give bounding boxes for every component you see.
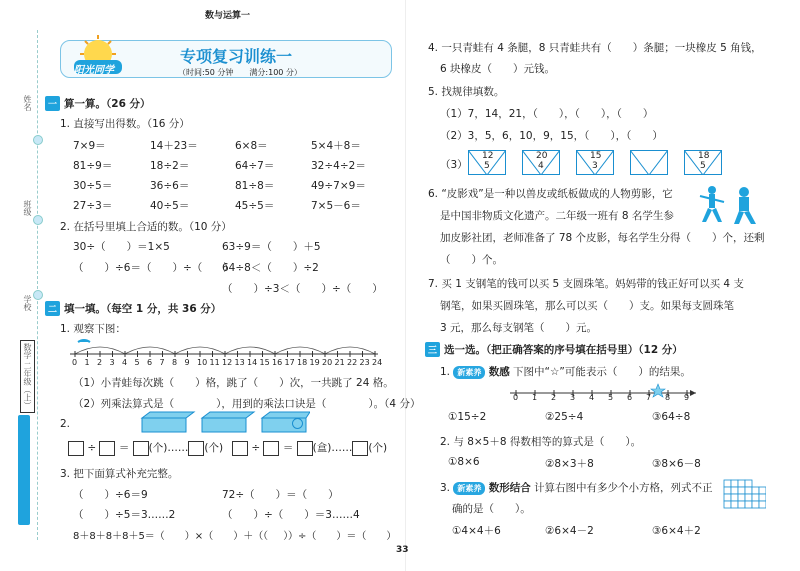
section-three-heading bbox=[425, 342, 683, 357]
tick-label: 2 bbox=[97, 358, 103, 367]
tick-label: 3 bbox=[570, 393, 576, 402]
sidebar-class-label: 班级 bbox=[23, 200, 32, 216]
question-title: 2. 在括号里填上合适的数。（10 分） bbox=[60, 221, 232, 233]
r-q7-line3: 3 元，那么每支钢笔（ ）元。 bbox=[440, 322, 598, 334]
r-q4-line1: 4. 一只青蛙有 4 条腿，8 只青蛙共有（ ）条腿；一块橡皮 5 角钱， bbox=[428, 42, 762, 54]
tick-label: 5 bbox=[608, 393, 614, 402]
tick-label: 6 bbox=[627, 393, 633, 402]
q3-line1: （1）小青蛙每次跳（ ）格，跳了（ ）次，一共跳了 24 格。 bbox=[73, 377, 394, 389]
answer-box[interactable] bbox=[68, 441, 84, 456]
answer-box[interactable] bbox=[232, 441, 248, 456]
unit-label: (个) bbox=[148, 442, 168, 454]
new-literacy-tag: 新素养 bbox=[453, 482, 485, 495]
answer-box[interactable] bbox=[188, 441, 204, 456]
question-title: 5. 找规律填数。 bbox=[428, 86, 505, 98]
answer-box[interactable] bbox=[297, 441, 313, 456]
tick-label: 14 bbox=[247, 358, 258, 367]
tick-label: 20 bbox=[322, 358, 333, 367]
grid-cell bbox=[745, 501, 752, 508]
pattern-box bbox=[522, 150, 560, 179]
choice-option[interactable]: ①15÷2 bbox=[448, 411, 487, 423]
fill-item: 64÷8＜（ ）÷2 bbox=[222, 262, 319, 274]
tick-label: 22 bbox=[347, 358, 358, 367]
choice-option[interactable]: ①4×4＋6 bbox=[452, 525, 501, 537]
calc-item: 14＋23＝ bbox=[150, 140, 198, 152]
pattern-line-2: （2）3，5，6，10，9，15，（ ），（ ） bbox=[440, 130, 663, 142]
fill-item: （ ）÷（ ）＝（ ） bbox=[258, 531, 397, 542]
calc-item: 27÷3＝ bbox=[73, 200, 113, 212]
tick-label: 4 bbox=[122, 358, 128, 367]
choice-option[interactable]: ③8×6－8 bbox=[652, 458, 701, 470]
answer-box[interactable] bbox=[352, 441, 368, 456]
tick-label: 2 bbox=[551, 393, 557, 402]
choice-question-2: 2. 与 8×5＋8 得数相等的算式是（ ）。 bbox=[440, 436, 642, 448]
box-top-number: 18 bbox=[698, 151, 710, 161]
grid-cell bbox=[738, 501, 745, 508]
fill-item: （ ）÷6＝9 bbox=[73, 489, 148, 501]
question-title: 3. 把下面算式补充完整。 bbox=[60, 468, 179, 480]
r-q6-line1: 6. “皮影戏”是一种以兽皮或纸板做成的人物剪影，它 bbox=[428, 188, 673, 200]
calc-item: 40÷5＝ bbox=[150, 200, 190, 212]
tick-label: 0 bbox=[513, 393, 519, 402]
new-literacy-tag: 新素养 bbox=[453, 366, 485, 379]
grid-cell bbox=[752, 494, 759, 501]
tick-label: 9 bbox=[684, 393, 690, 402]
page-subtitle: （时间:50 分钟 满分:100 分） bbox=[178, 68, 302, 77]
question-number: 2. bbox=[60, 418, 71, 430]
tick-label: 4 bbox=[589, 393, 595, 402]
grid-cell bbox=[738, 494, 745, 501]
box-mid-number: 5 bbox=[700, 161, 706, 171]
box-mid-number: 5 bbox=[484, 161, 490, 171]
calc-item: 49÷7×9＝ bbox=[311, 180, 366, 192]
r-q7-line1: 7. 买 1 支钢笔的钱可以买 5 支圆珠笔。妈妈带的钱正好可以买 4 支 bbox=[428, 278, 744, 290]
tick-label: 24 bbox=[372, 358, 383, 367]
grid-cell bbox=[745, 494, 752, 501]
sidebar-brand-strip bbox=[18, 415, 30, 525]
calc-item: 64÷7＝ bbox=[235, 160, 275, 172]
pattern-box bbox=[468, 150, 506, 179]
tick-label: 21 bbox=[334, 358, 345, 367]
logo-text: 阳光同学 bbox=[74, 65, 114, 76]
grid-cell bbox=[745, 487, 752, 494]
grid-cell bbox=[731, 501, 738, 508]
grid-cell bbox=[738, 480, 745, 487]
tick-label: 18 bbox=[297, 358, 308, 367]
choice-option[interactable]: ③64÷8 bbox=[652, 411, 691, 423]
ball-icon bbox=[292, 418, 303, 429]
r-q6-line3: 加皮影社团，老师准备了 78 个皮影，每名学生分得（ ）个，还剩 bbox=[440, 232, 765, 244]
grid-cell bbox=[724, 487, 731, 494]
section-two-heading bbox=[45, 301, 221, 316]
grid-cell bbox=[745, 480, 752, 487]
frog-icon bbox=[78, 340, 90, 342]
tick-label: 11 bbox=[209, 358, 220, 367]
fill-item: 63÷9＝（ ）＋5 bbox=[222, 241, 321, 253]
tick-label: 23 bbox=[359, 358, 370, 367]
grid-cell bbox=[752, 487, 759, 494]
unit-label: (个) bbox=[368, 442, 388, 454]
fill-item: 30÷（ ）＝1×5 bbox=[73, 241, 170, 253]
remainder-symbol: …… bbox=[331, 442, 353, 454]
r-q4-line2: 6 块橡皮（ ）元钱。 bbox=[440, 63, 556, 75]
division-equation-2: ÷ ＝ (盒)…… (个) bbox=[232, 440, 387, 456]
choice-option[interactable]: ②6×4－2 bbox=[545, 525, 594, 537]
pattern-label-3: （3） bbox=[440, 159, 468, 171]
q3-line2: （2）列乘法算式是（ ），用到的乘法口诀是（ ）。（4 分） bbox=[73, 398, 421, 410]
tick-label: 1 bbox=[532, 393, 538, 402]
calc-item: 32÷4÷2＝ bbox=[311, 160, 366, 172]
question-title: 1. 观察下图： bbox=[60, 323, 126, 335]
calc-item: 36÷6＝ bbox=[150, 180, 190, 192]
grid-cell bbox=[731, 480, 738, 487]
fill-item: 8＋8＋8＋8＋5＝（ ）×（ ）＋（ ） bbox=[73, 531, 294, 542]
tick-label: 8 bbox=[665, 393, 671, 402]
grid-cell bbox=[759, 501, 766, 508]
tick-label: 17 bbox=[284, 358, 295, 367]
unit-label: (个) bbox=[204, 442, 224, 454]
r-q6-line2: 是中国非物质文化遗产。二年级一班有 8 名学生参 bbox=[440, 210, 674, 222]
tick-label: 7 bbox=[646, 393, 652, 402]
tick-label: 16 bbox=[272, 358, 283, 367]
choice-question-1: 1. 新素养 数感 下图中“☆”可能表示（ ）的结果。 bbox=[440, 366, 691, 378]
tick-label: 8 bbox=[172, 358, 178, 367]
fill-item: （ ）÷5＝3……2 bbox=[73, 509, 176, 521]
answer-box[interactable] bbox=[133, 441, 149, 456]
binding-hole bbox=[33, 215, 43, 225]
answer-box[interactable] bbox=[99, 441, 115, 456]
tick-label: 3 bbox=[109, 358, 115, 367]
fill-item: （ ）÷6＝（ ）÷（ ） bbox=[73, 262, 234, 274]
tick-label: 0 bbox=[72, 358, 78, 367]
box-mid-number: 4 bbox=[538, 161, 544, 171]
division-equation-1: ÷ ＝ (个)…… (个) bbox=[68, 440, 223, 456]
grid-cell bbox=[724, 494, 731, 501]
pattern-line-1: （1）7，14，21，（ ），（ ），（ ） bbox=[440, 108, 654, 120]
box-top-number: 20 bbox=[536, 151, 548, 161]
unit-label: (盒) bbox=[312, 442, 332, 454]
question-text: 下图中“☆”可能表示（ ）的结果。 bbox=[513, 366, 691, 378]
calc-item: 6×8＝ bbox=[235, 140, 268, 152]
tick-label: 9 bbox=[184, 358, 190, 367]
grid-cell bbox=[731, 494, 738, 501]
sidebar-book-label: 数学 二年级（上） bbox=[20, 340, 35, 413]
grid-cell bbox=[738, 487, 745, 494]
calc-item: 5×4＋8＝ bbox=[311, 140, 361, 152]
pattern-box bbox=[576, 150, 614, 179]
choice-question-3: 3. 新素养 数形结合 计算右图中有多少个小方格，列式不正 bbox=[440, 482, 713, 494]
fill-item: （ ）÷（ ）＝3……4 bbox=[222, 509, 360, 521]
calc-item: 30÷5＝ bbox=[73, 180, 113, 192]
grid-cell bbox=[759, 487, 766, 494]
calc-item: 81÷9＝ bbox=[73, 160, 113, 172]
calc-item: 45÷5＝ bbox=[235, 200, 275, 212]
number-line-labels bbox=[510, 393, 700, 405]
tick-label: 6 bbox=[147, 358, 153, 367]
calc-item: 18÷2＝ bbox=[150, 160, 190, 172]
choice-option[interactable]: ①8×6 bbox=[448, 456, 480, 468]
choice-option[interactable]: ②8×3＋8 bbox=[545, 458, 594, 470]
grid-cell bbox=[759, 494, 766, 501]
choice-option[interactable]: ③6×4＋2 bbox=[652, 525, 701, 537]
tick-label: 19 bbox=[309, 358, 320, 367]
shadow-puppet-icon bbox=[698, 184, 764, 226]
box-illustrations bbox=[140, 410, 310, 434]
answer-box[interactable] bbox=[263, 441, 279, 456]
remainder-symbol: …… bbox=[167, 442, 189, 454]
tick-label: 13 bbox=[234, 358, 245, 367]
calc-item: 81÷8＝ bbox=[235, 180, 275, 192]
skill-label: 数形结合 bbox=[488, 482, 531, 494]
pattern-box bbox=[684, 150, 722, 179]
box-top-number: 15 bbox=[590, 151, 602, 161]
section-title: 选一选。（把正确答案的序号填在括号里）（12 分） bbox=[444, 344, 683, 356]
section-badge: 二 bbox=[45, 301, 60, 316]
skill-label: 数感 bbox=[488, 366, 510, 378]
sidebar-school-label: 学校 bbox=[23, 295, 32, 311]
choice-option[interactable]: ②25÷4 bbox=[545, 411, 584, 423]
section-title: 填一填。（每空 1 分，共 36 分） bbox=[64, 303, 222, 315]
question-text: 计算右图中有多少个小方格，列式不正 bbox=[534, 482, 713, 494]
fill-item: 72÷（ ）＝（ ） bbox=[222, 489, 339, 501]
tick-label: 10 bbox=[197, 358, 208, 367]
page-divider bbox=[405, 0, 406, 571]
box-mid-number: 3 bbox=[592, 161, 598, 171]
binding-hole bbox=[33, 290, 43, 300]
question-text-continued: 确的是（ ）。 bbox=[452, 503, 531, 515]
calc-item: 7×5－6＝ bbox=[311, 200, 361, 212]
page-number: 33 bbox=[396, 545, 409, 555]
tick-label: 1 bbox=[84, 358, 90, 367]
question-title: 1. 直接写出得数。（16 分） bbox=[60, 118, 190, 130]
tick-label: 5 bbox=[134, 358, 140, 367]
tick-label: 7 bbox=[159, 358, 165, 367]
grid-cell bbox=[731, 487, 738, 494]
grid-cell bbox=[752, 501, 759, 508]
header-tab: 数与运算一 bbox=[205, 11, 251, 21]
r-q6-line4: （ ）个。 bbox=[440, 254, 503, 266]
tick-label: 15 bbox=[259, 358, 270, 367]
section-badge: 三 bbox=[425, 342, 440, 357]
page-title: 专项复习训练一 bbox=[180, 47, 293, 66]
pattern-box-empty[interactable] bbox=[630, 150, 668, 179]
calc-item: 7×9＝ bbox=[73, 140, 106, 152]
grid-cell bbox=[724, 480, 731, 487]
box-top-number: 12 bbox=[482, 151, 494, 161]
section-title: 算一算。（26 分） bbox=[64, 98, 151, 110]
r-q7-line2: 钢笔，如果买圆珠笔，那么可以买（ ）支。如果每支圆珠笔 bbox=[440, 300, 734, 312]
binding-hole bbox=[33, 135, 43, 145]
grid-cell bbox=[724, 501, 731, 508]
sidebar-name-label: 姓名 bbox=[23, 95, 32, 111]
section-one-heading bbox=[45, 96, 151, 111]
grid-figure bbox=[722, 478, 766, 512]
sidebar-dashed-line bbox=[37, 30, 39, 540]
fill-item: （ ）÷3＜（ ）÷（ ） bbox=[222, 283, 383, 295]
number-line-labels bbox=[70, 358, 383, 370]
section-badge: 一 bbox=[45, 96, 60, 111]
tick-label: 12 bbox=[222, 358, 233, 367]
